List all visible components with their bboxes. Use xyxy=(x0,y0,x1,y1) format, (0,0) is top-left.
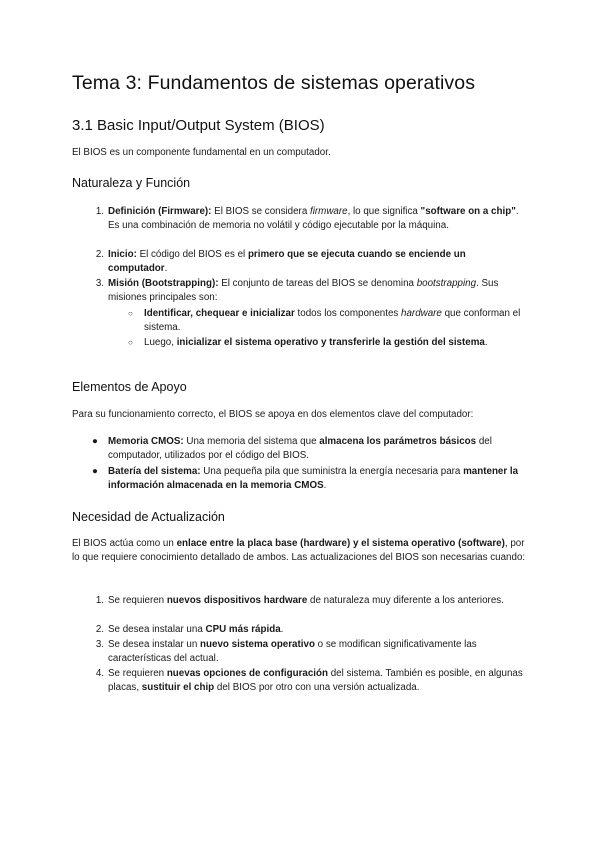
list-number: 3. xyxy=(95,639,104,650)
item-label: Batería del sistema: xyxy=(108,466,201,477)
item-text: El BIOS actúa como un xyxy=(72,538,177,549)
sub-list-item xyxy=(128,336,526,350)
list-item xyxy=(95,277,526,306)
actualizacion-intro xyxy=(72,537,528,566)
item-text: o se modifican significativamente las características del actual. xyxy=(108,639,477,665)
item-label: Memoria CMOS: xyxy=(108,436,184,447)
item-label: Misión (Bootstrapping): xyxy=(108,278,219,289)
item-text: . Sus misiones principales son: xyxy=(108,278,499,304)
item-text: . xyxy=(280,624,284,635)
circle-bullet-icon: ○ xyxy=(128,309,133,318)
item-text: Se desea instalar una xyxy=(108,624,206,635)
item-bold: primero que se ejecuta cuando se enciende un computador xyxy=(108,249,466,275)
intro-paragraph: El BIOS es un componente fundamental en un computador. xyxy=(72,147,331,158)
item-bold: almacena los parámetros básicos xyxy=(319,436,477,447)
bullet-icon: ● xyxy=(92,436,98,447)
list-item xyxy=(92,435,526,464)
item-text: . xyxy=(484,337,488,348)
item-text: . xyxy=(164,263,168,275)
item-bold: sustituir el chip xyxy=(141,682,215,694)
item-text: . xyxy=(323,480,327,492)
document-title: Tema 3: Fundamentos de sistemas operativos xyxy=(72,72,476,94)
item-bold: CPU más rápida xyxy=(205,624,281,635)
item-text: Se requieren xyxy=(108,595,167,606)
item-bold: enlace entre la placa base (hardware) y el sistema operativo (software) xyxy=(176,538,505,549)
list-number: 1. xyxy=(95,595,104,606)
item-text: El BIOS se considera xyxy=(211,206,310,217)
list-number: 4. xyxy=(95,668,104,679)
item-bold: nuevas opciones de configuración xyxy=(166,668,328,679)
list-item xyxy=(95,594,526,608)
actualizacion-heading: Necesidad de Actualización xyxy=(72,510,225,524)
list-number: 1. xyxy=(95,206,104,217)
item-label: Definición (Firmware): xyxy=(108,206,212,217)
item-text: todos los componentes xyxy=(294,308,402,319)
bullet-icon: ● xyxy=(92,466,98,477)
list-item xyxy=(95,638,526,667)
item-text: Se requieren xyxy=(108,668,167,679)
item-italic: hardware xyxy=(401,308,442,319)
item-italic: firmware xyxy=(310,206,348,217)
item-bold: "software on a chip" xyxy=(420,206,516,217)
item-bold: inicializar el sistema operativo y transferirle la gestión del sistema xyxy=(176,337,485,348)
item-text: Se desea instalar un xyxy=(108,639,201,650)
item-text: del computador, utilizados por el código del BIOS. xyxy=(108,436,492,462)
item-bold: mantener la información almacenada en la memoria CMOS xyxy=(108,466,519,492)
item-text: Una pequeña pila que suministra la energía necesaria para xyxy=(200,466,464,477)
item-text: . Es una combinación de memoria no volátil y código ejecutable por la máquina. xyxy=(108,206,519,232)
item-italic: bootstrapping xyxy=(416,278,477,289)
list-item xyxy=(95,623,526,637)
item-label: Inicio: xyxy=(108,249,137,260)
item-text: del sistema. También es posible, en algunas placas, xyxy=(108,668,523,694)
item-bold: Identificar, chequear e inicializar xyxy=(144,308,295,319)
sub-list-item xyxy=(128,307,526,336)
item-text: , por lo que requiere conocimiento detallado de ambos. Las actualizaciones del BIOS son necesarias cuando: xyxy=(72,538,526,564)
list-item xyxy=(95,248,526,277)
item-text: del BIOS por otro con una versión actualizada. xyxy=(214,682,420,694)
naturaleza-heading: Naturaleza y Función xyxy=(72,176,191,190)
item-text: que conforman el sistema. xyxy=(144,308,521,334)
list-item xyxy=(95,205,526,234)
item-text: , lo que significa xyxy=(347,206,421,217)
apoyo-heading: Elementos de Apoyo xyxy=(72,380,187,394)
list-item xyxy=(95,667,526,696)
item-text: El código del BIOS es el xyxy=(136,249,248,260)
apoyo-intro: Para su funcionamiento correcto, el BIOS se apoya en dos elementos clave del computador: xyxy=(72,409,474,420)
item-text: El conjunto de tareas del BIOS se denomina xyxy=(218,278,417,289)
list-item xyxy=(92,465,526,494)
item-bold: nuevos dispositivos hardware xyxy=(166,595,308,606)
section-heading: 3.1 Basic Input/Output System (BIOS) xyxy=(72,117,325,134)
list-number: 2. xyxy=(95,624,104,635)
item-text: Una memoria del sistema que xyxy=(183,436,320,447)
circle-bullet-icon: ○ xyxy=(128,338,133,347)
list-number: 2. xyxy=(95,249,104,260)
item-text: Luego, xyxy=(144,337,177,348)
list-number: 3. xyxy=(95,278,104,289)
item-bold: nuevo sistema operativo xyxy=(200,639,315,650)
item-text: de naturaleza muy diferente a los anteriores. xyxy=(307,595,504,606)
